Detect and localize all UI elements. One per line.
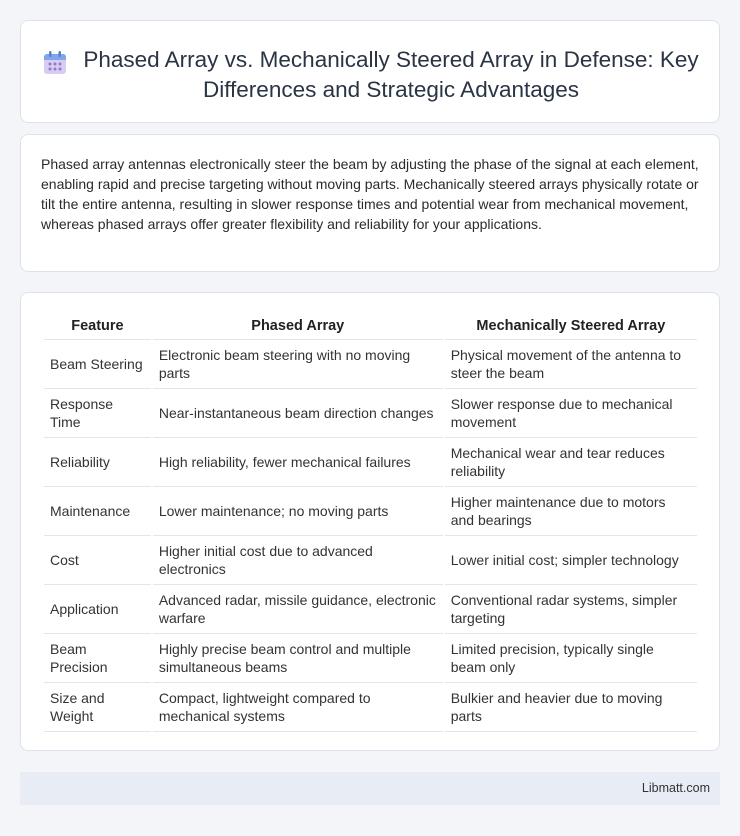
- table-row: [44, 487, 697, 536]
- intro-paragraph: Phased array antennas electronically steer the beam by adjusting the phase of the signal at each element, enabling rapid and precise targeting without moving parts. Mechanically steered arrays physically rotate or tilt the entire antenna, resulting in slower response times and potential wear from mechanical movement, whereas phased arrays offer greater flexibility and reliability for your applications.: [41, 156, 699, 232]
- header-mechanical-array: Mechanically Steered Array: [445, 312, 697, 340]
- calendar-icon: [41, 49, 69, 77]
- comparison-table: [42, 312, 699, 732]
- table-row: [44, 683, 697, 732]
- mechanical-cell: Mechanical wear and tear reduces reliability: [445, 438, 697, 487]
- phased-cell: Higher initial cost due to advanced electronics: [153, 536, 443, 585]
- phased-cell: Highly precise beam control and multiple simultaneous beams: [153, 634, 443, 683]
- title-card: [20, 20, 720, 123]
- footer-brand-link[interactable]: Libmatt.com: [641, 781, 710, 795]
- table-row: [44, 536, 697, 585]
- feature-cell: Reliability: [44, 438, 151, 487]
- table-row: [44, 438, 697, 487]
- phased-cell: Electronic beam steering with no moving parts: [153, 340, 443, 389]
- mechanical-cell: Limited precision, typically single beam only: [445, 634, 697, 683]
- feature-cell: Size and Weight: [44, 683, 151, 732]
- mechanical-cell: Slower response due to mechanical movement: [445, 389, 697, 438]
- mechanical-cell: Physical movement of the antenna to steer the beam: [445, 340, 697, 389]
- table-row: [44, 585, 697, 634]
- table-header-row: [44, 312, 697, 340]
- mechanical-cell: Bulkier and heavier due to moving parts: [445, 683, 697, 732]
- feature-cell: Application: [44, 585, 151, 634]
- table-row: [44, 340, 697, 389]
- phased-cell: Advanced radar, missile guidance, electronic warfare: [153, 585, 443, 634]
- comparison-card: [20, 292, 720, 751]
- intro-card: [20, 134, 720, 272]
- phased-cell: Compact, lightweight compared to mechanical systems: [153, 683, 443, 732]
- feature-cell: Maintenance: [44, 487, 151, 536]
- header-feature: Feature: [44, 312, 151, 340]
- phased-cell: Lower maintenance; no moving parts: [153, 487, 443, 536]
- mechanical-cell: Higher maintenance due to motors and bearings: [445, 487, 697, 536]
- footer-bar: [20, 772, 720, 805]
- page-title: Phased Array vs. Mechanically Steered Array in Defense: Key Differences and Strategic Advantages: [83, 47, 699, 102]
- mechanical-cell: Conventional radar systems, simpler targeting: [445, 585, 697, 634]
- phased-cell: Near-instantaneous beam direction changes: [153, 389, 443, 438]
- feature-cell: Cost: [44, 536, 151, 585]
- phased-cell: High reliability, fewer mechanical failures: [153, 438, 443, 487]
- table-row: [44, 634, 697, 683]
- feature-cell: Beam Steering: [44, 340, 151, 389]
- feature-cell: Response Time: [44, 389, 151, 438]
- table-row: [44, 389, 697, 438]
- header-phased-array: Phased Array: [153, 312, 443, 340]
- mechanical-cell: Lower initial cost; simpler technology: [445, 536, 697, 585]
- feature-cell: Beam Precision: [44, 634, 151, 683]
